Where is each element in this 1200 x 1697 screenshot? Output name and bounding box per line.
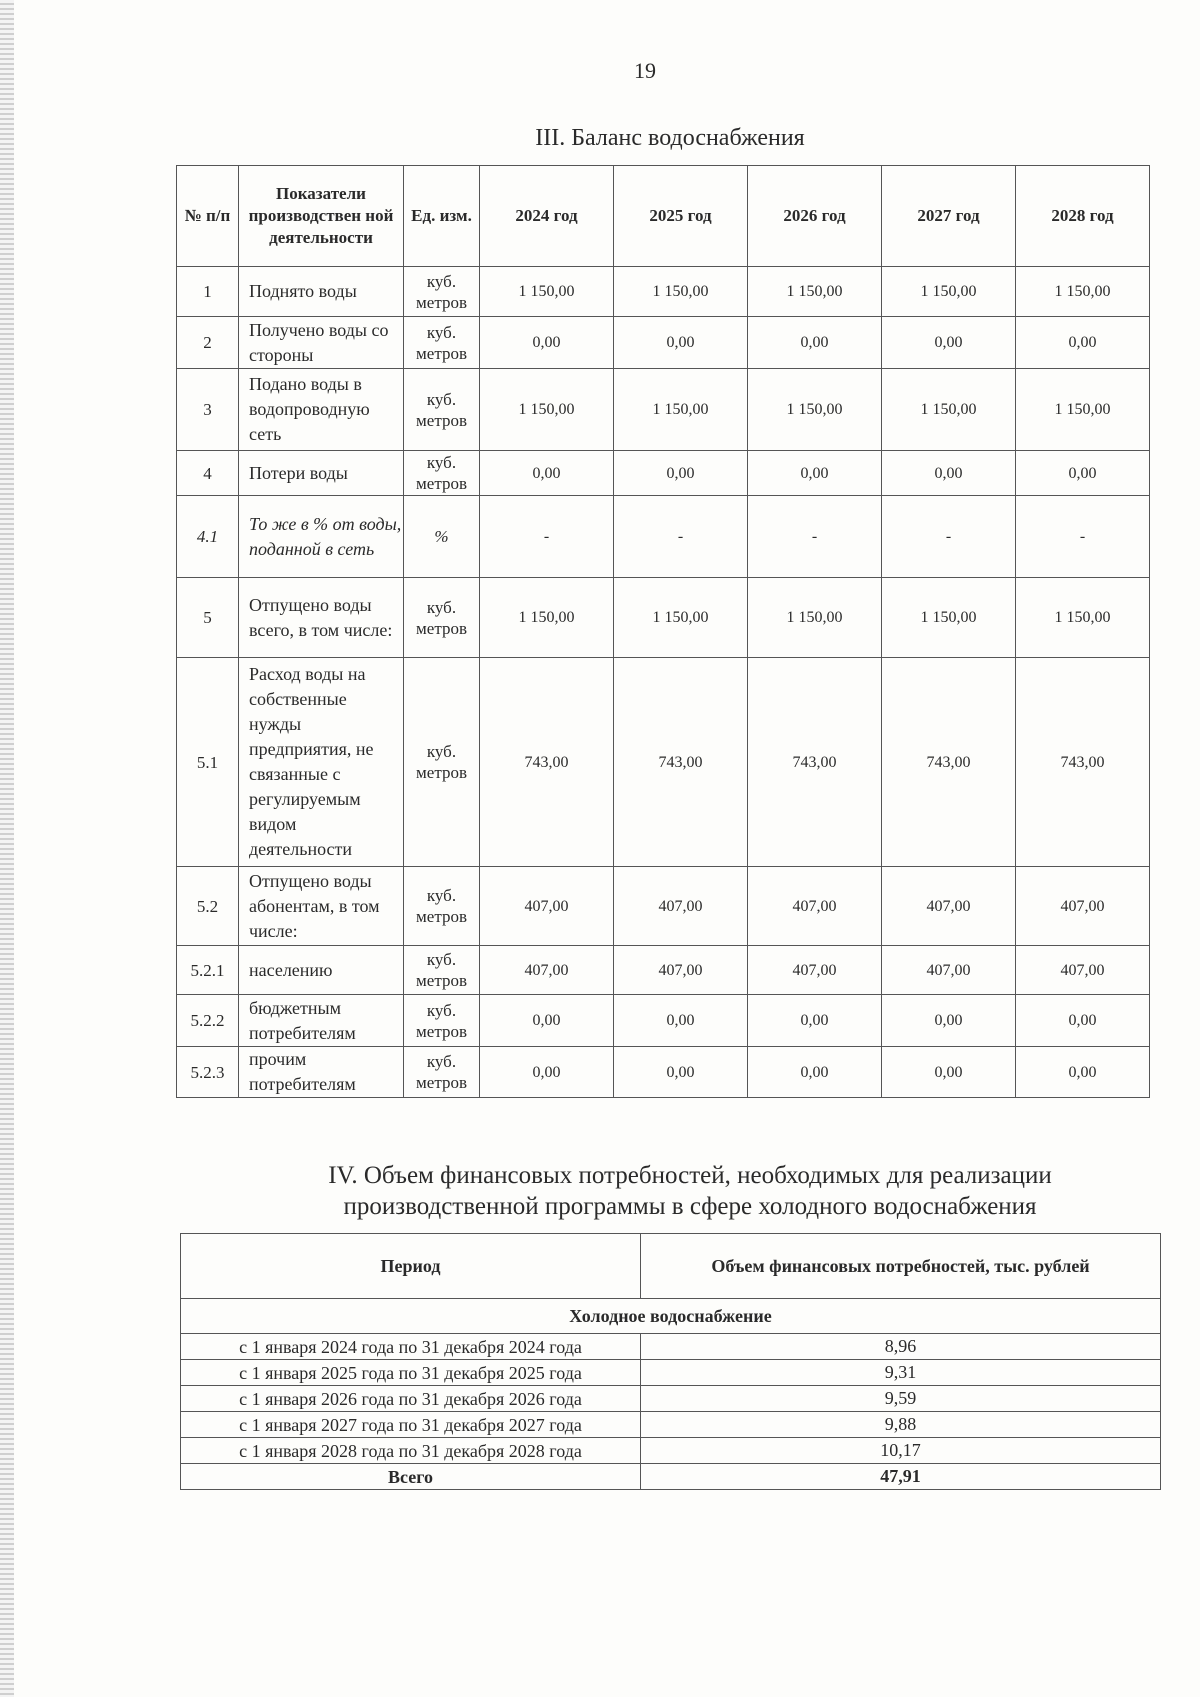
row-unit: куб. метров (404, 1047, 480, 1098)
financial-needs-table (180, 1233, 1161, 1490)
table-row (177, 867, 1150, 946)
row-unit: куб. метров (404, 658, 480, 867)
cell-value: 743,00 (1016, 658, 1150, 867)
cell-value: 0,00 (480, 995, 614, 1047)
cell-value: 0,00 (480, 1047, 614, 1098)
amount-cell: 9,31 (641, 1360, 1161, 1386)
row-name: Потери воды (239, 451, 404, 496)
row-unit: куб. метров (404, 946, 480, 995)
table-row (181, 1412, 1161, 1438)
row-num: 5.2.3 (177, 1047, 239, 1098)
cell-value: 0,00 (882, 1047, 1016, 1098)
cell-value: 407,00 (480, 946, 614, 995)
table-header-row (181, 1234, 1161, 1299)
cell-value: 407,00 (614, 946, 748, 995)
row-name: Отпущено воды абонентам, в том числе: (239, 867, 404, 946)
cell-value: 0,00 (882, 451, 1016, 496)
row-name: То же в % от воды, поданной в сеть (239, 496, 404, 578)
amount-cell: 10,17 (641, 1438, 1161, 1464)
cell-value: 0,00 (748, 317, 882, 369)
cell-value: 0,00 (748, 1047, 882, 1098)
row-unit: куб. метров (404, 867, 480, 946)
table-row (181, 1334, 1161, 1360)
row-num: 2 (177, 317, 239, 369)
header-2027: 2027 год (882, 166, 1016, 267)
header-2025: 2025 год (614, 166, 748, 267)
cell-value: 743,00 (748, 658, 882, 867)
cell-value: 1 150,00 (748, 369, 882, 451)
cell-value: 1 150,00 (1016, 369, 1150, 451)
cell-value: 407,00 (1016, 946, 1150, 995)
table-row (181, 1360, 1161, 1386)
period-cell: с 1 января 2026 года по 31 декабря 2026 года (181, 1386, 641, 1412)
cell-value: 0,00 (748, 995, 882, 1047)
cell-value: 1 150,00 (882, 369, 1016, 451)
row-unit: % (404, 496, 480, 578)
row-name: бюджетным потребителям (239, 995, 404, 1047)
row-num: 5 (177, 578, 239, 658)
table-row (181, 1386, 1161, 1412)
row-name: населению (239, 946, 404, 995)
amount-cell: 8,96 (641, 1334, 1161, 1360)
total-row (181, 1464, 1161, 1490)
cell-value: 407,00 (1016, 867, 1150, 946)
row-name: Отпущено воды всего, в том числе: (239, 578, 404, 658)
cell-value: 0,00 (1016, 1047, 1150, 1098)
cell-value: 1 150,00 (614, 369, 748, 451)
table-row (177, 496, 1150, 578)
amount-cell: 9,88 (641, 1412, 1161, 1438)
row-num: 3 (177, 369, 239, 451)
cell-value: 407,00 (480, 867, 614, 946)
table-row (177, 317, 1150, 369)
period-cell: с 1 января 2028 года по 31 декабря 2028 года (181, 1438, 641, 1464)
total-amount: 47,91 (641, 1464, 1161, 1490)
cell-value: 0,00 (614, 451, 748, 496)
section-label: Холодное водоснабжение (181, 1299, 1161, 1334)
section-row (181, 1299, 1161, 1334)
cell-value: 1 150,00 (614, 267, 748, 317)
row-unit: куб. метров (404, 267, 480, 317)
cell-value: 407,00 (748, 946, 882, 995)
cell-value: 743,00 (480, 658, 614, 867)
header-num: № п/п (177, 166, 239, 267)
cell-value: 0,00 (882, 317, 1016, 369)
cell-value: 407,00 (748, 867, 882, 946)
period-cell: с 1 января 2024 года по 31 декабря 2024 года (181, 1334, 641, 1360)
period-cell: с 1 января 2025 года по 31 декабря 2025 года (181, 1360, 641, 1386)
cell-value: 0,00 (480, 317, 614, 369)
header-period: Период (181, 1234, 641, 1299)
row-name: Подано воды в водопроводную сеть (239, 369, 404, 451)
section-3-title: III. Баланс водоснабжения (535, 125, 805, 151)
cell-value: 407,00 (614, 867, 748, 946)
cell-value: 0,00 (614, 1047, 748, 1098)
page-number: 19 (634, 58, 656, 83)
row-unit: куб. метров (404, 451, 480, 496)
cell-value: 1 150,00 (1016, 267, 1150, 317)
row-name: прочим потребителям (239, 1047, 404, 1098)
cell-value: 0,00 (614, 995, 748, 1047)
header-unit: Ед. изм. (404, 166, 480, 267)
amount-cell: 9,59 (641, 1386, 1161, 1412)
cell-value: 1 150,00 (748, 267, 882, 317)
row-name: Получено воды со стороны (239, 317, 404, 369)
header-amount: Объем финансовых потребностей, тыс. рублей (641, 1234, 1161, 1299)
row-unit: куб. метров (404, 369, 480, 451)
header-2024: 2024 год (480, 166, 614, 267)
cell-value: 1 150,00 (1016, 578, 1150, 658)
cell-value: - (1016, 496, 1150, 578)
total-label: Всего (181, 1464, 641, 1490)
row-num: 4 (177, 451, 239, 496)
scan-edge-strip (0, 0, 14, 1697)
table-header-row (177, 166, 1150, 267)
cell-value: 1 150,00 (480, 578, 614, 658)
row-num: 5.2 (177, 867, 239, 946)
cell-value: 1 150,00 (614, 578, 748, 658)
row-num: 5.2.2 (177, 995, 239, 1047)
table-row (177, 451, 1150, 496)
table-row (177, 995, 1150, 1047)
cell-value: - (748, 496, 882, 578)
cell-value: 0,00 (748, 451, 882, 496)
row-unit: куб. метров (404, 317, 480, 369)
cell-value: 407,00 (882, 867, 1016, 946)
row-num: 1 (177, 267, 239, 317)
cell-value: 1 150,00 (882, 578, 1016, 658)
section-4-title (190, 1160, 1190, 1222)
period-cell: с 1 января 2027 года по 31 декабря 2027 года (181, 1412, 641, 1438)
table-row (177, 369, 1150, 451)
cell-value: - (882, 496, 1016, 578)
cell-value: 743,00 (614, 658, 748, 867)
cell-value: 0,00 (882, 995, 1016, 1047)
cell-value: - (480, 496, 614, 578)
row-num: 4.1 (177, 496, 239, 578)
cell-value: 743,00 (882, 658, 1016, 867)
cell-value: 0,00 (1016, 451, 1150, 496)
table-row (177, 267, 1150, 317)
table-row (177, 1047, 1150, 1098)
header-indicator: Показатели производствен ной деятельности (239, 166, 404, 267)
header-2026: 2026 год (748, 166, 882, 267)
table-row (177, 578, 1150, 658)
cell-value: 0,00 (1016, 995, 1150, 1047)
row-name: Расход воды на собственные нужды предприятия, не связанные с регулируемым видом деятельности (239, 658, 404, 867)
cell-value: 1 150,00 (480, 369, 614, 451)
cell-value: 0,00 (1016, 317, 1150, 369)
row-num: 5.1 (177, 658, 239, 867)
row-unit: куб. метров (404, 995, 480, 1047)
table-row (177, 658, 1150, 867)
water-balance-table (176, 165, 1150, 1098)
cell-value: - (614, 496, 748, 578)
table-row (177, 946, 1150, 995)
cell-value: 1 150,00 (882, 267, 1016, 317)
cell-value: 0,00 (614, 317, 748, 369)
row-num: 5.2.1 (177, 946, 239, 995)
row-name: Поднято воды (239, 267, 404, 317)
row-unit: куб. метров (404, 578, 480, 658)
header-2028: 2028 год (1016, 166, 1150, 267)
table-row (181, 1438, 1161, 1464)
cell-value: 407,00 (882, 946, 1016, 995)
section-4-title-line2: производственной программы в сфере холодного водоснабжения (343, 1193, 1037, 1220)
cell-value: 1 150,00 (480, 267, 614, 317)
cell-value: 1 150,00 (748, 578, 882, 658)
section-4-title-line1: IV. Объем финансовых потребностей, необходимых для реализации (328, 1162, 1052, 1189)
cell-value: 0,00 (480, 451, 614, 496)
